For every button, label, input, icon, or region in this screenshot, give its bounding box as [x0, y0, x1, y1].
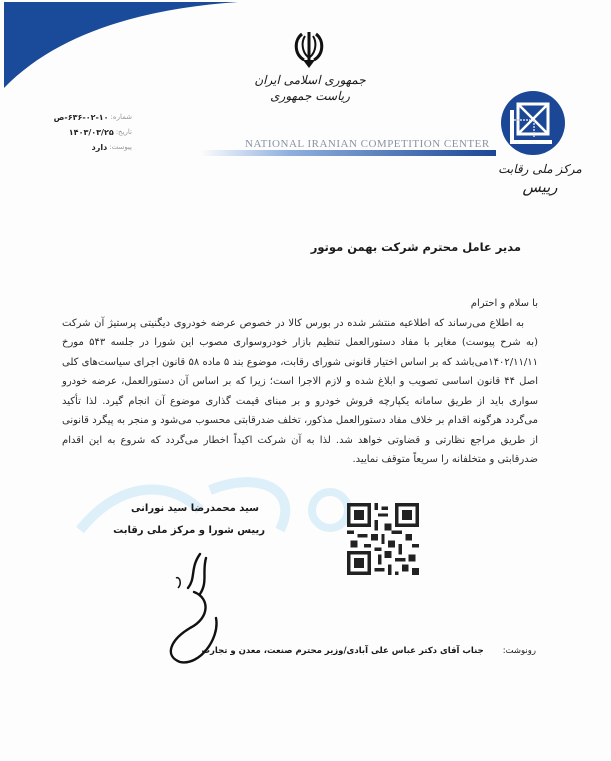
gov-line-1: جمهوری اسلامی ایران — [254, 73, 366, 87]
gov-line-2: ریاست جمهوری — [270, 89, 350, 103]
meta-attachment — [40, 140, 132, 155]
org-name-persian — [490, 160, 590, 196]
org-name-fa: مرکز ملی رقابت — [498, 162, 582, 176]
letter-body — [62, 294, 538, 470]
letter-meta — [40, 110, 132, 155]
meta-number-value: ۶۳۶-۰۲-۱۰-ص — [53, 113, 109, 122]
body-paragraph: به اطلاع می‌رساند که اطلاعیه منتشر شده در بورس کالا در خصوص عرضه خودروی دیگنیتی پرستیژ آن شرکت (به شرح پیوست) مغایر با مفاد دستورالعمل تنظیم بازار خودروسواری مصوب این شورا در جلسه ۵۴۳ مورخ ۱۴۰۲/۱۱/۱۱می‌باشد که بر اساس اختیار قانونی شورای رقابت، موضوع بند ۵ ماده ۵۸ قانون اجرای سیاست‌های کلی اصل ۴۴ قانون اساسی تصویب و ابلاغ شده و لازم الاجرا است؛ زیرا که بر اساس آن دستورالعمل، عرضه خودرو سواری باید از طریق سامانه یکپارچه فروش خودرو و بر مبنای قیمت گذاری موضوع آن انجام گیرد. لذا تأکید می‌گردد هرگونه اقدام بر خلاف مفاد دستورالعمل مذکور، تخلف ضدرقابتی محسوب می‌شود و منجر به پیگرد قانونی از طریق مراجع نظارتی و قضاوتی خواهد شد. لذا به آن شرکت اکیداً اخطار می‌گردد که شروع به این اقدام ضدرقابتی و متخلفانه را سریعاً متوقف نمایید. — [62, 317, 538, 465]
org-role-fa: رییس — [522, 178, 558, 196]
meta-date-value: ۱۴۰۳/۰۳/۲۵ — [68, 128, 114, 137]
signer-title: رییس شورا و مرکز ملی رقابت — [113, 525, 265, 536]
qr-code-icon — [347, 503, 419, 575]
meta-attachment-label: پیوست: — [109, 143, 132, 151]
cc-label: رونوشت: — [502, 646, 536, 656]
header-gradient-bar — [200, 150, 496, 156]
corner-swoosh-decoration — [0, 0, 240, 90]
meta-number-label: شماره: — [110, 113, 132, 121]
government-heading — [250, 72, 370, 104]
meta-number — [40, 110, 132, 125]
signer-block — [113, 498, 265, 542]
greeting: با سلام و احترام — [470, 298, 538, 309]
meta-date — [40, 125, 132, 140]
addressee: مدیر عامل محترم شرکت بهمن موتور — [310, 240, 521, 254]
carbon-copy — [201, 646, 536, 656]
iran-emblem-icon — [292, 30, 326, 70]
nicc-logo-icon — [500, 90, 566, 156]
signer-name: سید محمدرضا سید نورانی — [131, 503, 259, 514]
meta-date-label: تاریخ: — [115, 128, 132, 136]
meta-attachment-value: دارد — [91, 143, 108, 152]
org-name-english: NATIONAL IRANIAN COMPETITION CENTER — [245, 138, 490, 150]
cc-recipient: جناب آقای دکتر عباس علی آبادی/وزیر محترم صنعت، معدن و تجارت — [201, 646, 484, 656]
